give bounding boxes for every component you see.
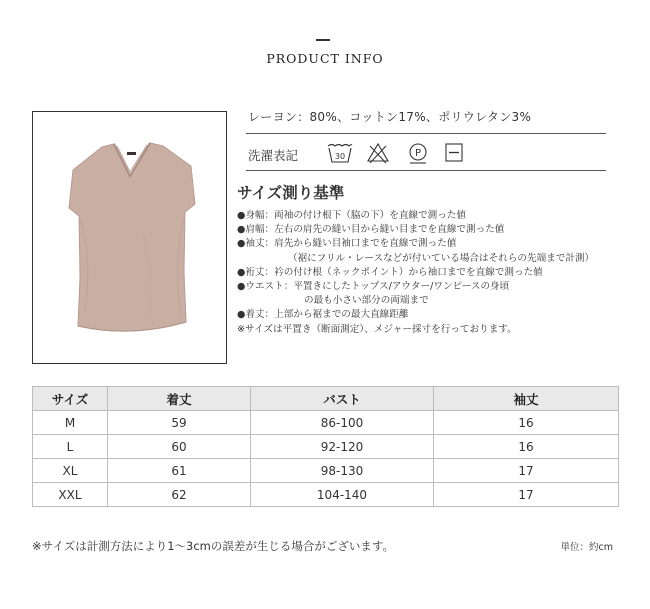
note-waist-detail: の最も小さい部分の両端まで bbox=[304, 295, 429, 307]
table-cell: 62 bbox=[108, 483, 251, 507]
wash-30-icon bbox=[327, 142, 353, 168]
no-bleach-icon bbox=[366, 142, 390, 168]
size-guide-notes bbox=[237, 209, 637, 337]
table-cell: 104-140 bbox=[251, 483, 434, 507]
size-table bbox=[32, 386, 619, 507]
measurement-footnote: ※サイズは計測方法により1〜3cmの誤差が生じる場合がございます。 bbox=[32, 539, 394, 553]
table-cell: L bbox=[33, 435, 108, 459]
note-yuki-length: ●裄丈：衿の付け根（ネックポイント）から袖口までを直線で測った値 bbox=[237, 266, 543, 278]
table-row bbox=[33, 483, 619, 507]
table-cell: 17 bbox=[434, 459, 619, 483]
svg-text:P: P bbox=[414, 148, 422, 159]
table-row bbox=[33, 435, 619, 459]
table-cell: 86-100 bbox=[251, 411, 434, 435]
title-dash bbox=[316, 39, 330, 41]
table-cell: 98-130 bbox=[251, 459, 434, 483]
table-cell: 60 bbox=[108, 435, 251, 459]
table-cell: 92-120 bbox=[251, 435, 434, 459]
care-label: 洗濯表記 bbox=[248, 148, 299, 163]
page-title: PRODUCT INFO bbox=[266, 51, 384, 66]
note-total-length: ●着丈：上部から裾までの最大直線距離 bbox=[237, 309, 409, 321]
column-header-sleeve: 袖丈 bbox=[434, 387, 619, 411]
table-cell: XXL bbox=[33, 483, 108, 507]
note-shoulder-width: ●肩幅：左右の肩先の縫い目から縫い目までを直線で測った値 bbox=[237, 224, 505, 236]
column-header-bust: バスト bbox=[251, 387, 434, 411]
column-header-size: サイズ bbox=[33, 387, 108, 411]
note-body-width: ●身幅：両袖の付け根下（脇の下）を直線で測った値 bbox=[237, 210, 467, 221]
table-header-row bbox=[33, 387, 619, 411]
table-row bbox=[33, 459, 619, 483]
table-cell: XL bbox=[33, 459, 108, 483]
note-measurement-method: ※サイズは平置き（断面測定）、メジャー採寸を行っております。 bbox=[237, 323, 517, 335]
size-guide-title: サイズ測り基準 bbox=[237, 184, 345, 202]
dry-clean-p-icon bbox=[407, 142, 429, 168]
tshirt-illustration bbox=[33, 112, 226, 363]
divider bbox=[246, 170, 606, 171]
table-cell: 16 bbox=[434, 435, 619, 459]
svg-text:30: 30 bbox=[334, 152, 346, 161]
table-cell: M bbox=[33, 411, 108, 435]
table-cell: 59 bbox=[108, 411, 251, 435]
dry-flat-icon bbox=[444, 142, 464, 168]
unit-label: 単位：約cm bbox=[560, 542, 613, 553]
product-image bbox=[32, 111, 227, 364]
table-cell: 17 bbox=[434, 483, 619, 507]
material-composition: レーヨン：80%、コットン17%、ポリウレタン3% bbox=[248, 110, 532, 124]
note-sleeve-length: ●袖丈：肩先から縫い目袖口までを直線で測った値 bbox=[237, 238, 457, 250]
note-sleeve-length-detail: （裾にフリル・レースなどが付いている場合はそれらの先端まで計測） bbox=[288, 252, 595, 264]
table-cell: 16 bbox=[434, 411, 619, 435]
divider bbox=[246, 133, 606, 134]
table-row bbox=[33, 411, 619, 435]
note-waist: ●ウエスト：平置きにしたトップス/アウター/ワンピースの身頃 bbox=[237, 281, 510, 293]
table-cell: 61 bbox=[108, 459, 251, 483]
column-header-length: 着丈 bbox=[108, 387, 251, 411]
